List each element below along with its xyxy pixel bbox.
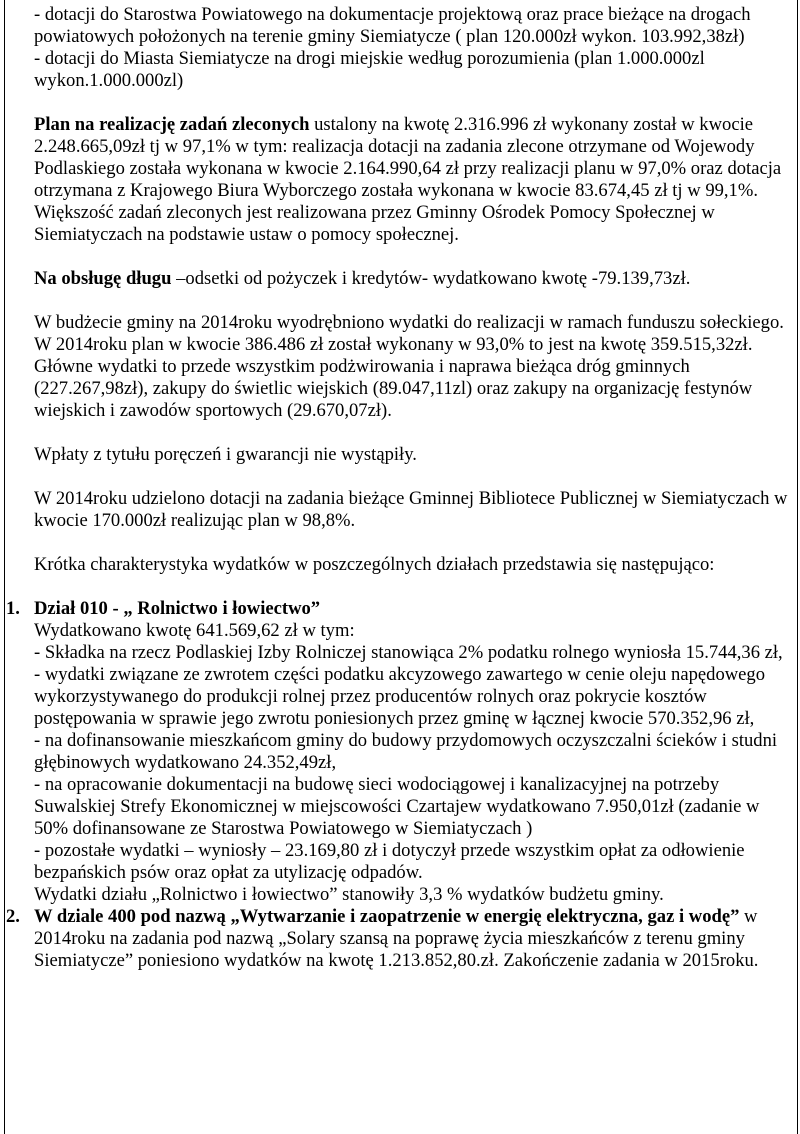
right-margin-rule [797,0,798,1134]
charakterystyka-paragraph: Krótka charakterystyka wydatków w poszczególnych działach przedstawia się następująco: [34,554,715,575]
dzial-010-line: - Składka na rzecz Podlaskiej Izby Rolniczej stanowiąca 2% podatku rolnego wyniosła 15.744,36 zł, [34,642,783,663]
dzial-010-line: Wydatkowano kwotę 641.569,62 zł w tym: [34,620,355,641]
dzial-400-text: w 2014roku na zadania pod nazwą „Solary szansą na poprawę życia mieszkańców z terenu gminy Siemiatycze” poniesiono wydatków na kwotę 1.213.852,80.zł. Zakończenie zadania w 2015roku. [34,906,759,971]
dzial-010-line: - wydatki związane ze zwrotem części podatku akcyzowego zawartego w cenie oleju napędowego wykorzystywanego do produkcji rolnej przez producentów rolnych oraz pokrycie kosztów postępowania w sprawie jego zwrotu poniesionych przez gminę w łącznej kwocie 570.352,96 zł, [34,664,766,729]
dzial-010-section [6,598,794,906]
intro-paragraph-2: - dotacji do Miasta Siemiatycze na drogi miejskie według porozumienia (plan 1.000.000zl wykon.1.000.000zl) [34,48,705,91]
wplaty-paragraph: Wpłaty z tytułu poręczeń i gwarancji nie wystąpiły. [34,444,417,465]
list-number: 1. [6,598,20,619]
zlecone-paragraph [34,114,794,202]
zlecone-heading: Plan na realizację zadań zleconych [34,114,310,135]
list-number: 2. [6,906,20,927]
dzial-010-line: - na opracowanie dokumentacji na budowę sieci wodociągowej i kanalizacyjnej na potrzeby Suwalskiej Strefy Ekonomicznej w miejscowości Czartajew wydatkowano 7.950,01zł (zadanie w 50% dofinansowane ze Starostwa Powiatowego w Siemiatyczach ) [34,774,760,839]
dzial-010-line: - na dofinansowanie mieszkańcom gminy do budowy przydomowych oczyszczalni ścieków i studni głębinowych wydatkowano 24.352,49zł, [34,730,778,773]
left-margin-rule [4,0,5,1134]
document-body [6,4,794,972]
dlug-heading: Na obsługę długu [34,268,172,289]
dzial-400-section [6,906,794,972]
zlecone-paragraph-2: Większość zadań zleconych jest realizowana przez Gminny Ośrodek Pomocy Społecznej w Siemiatyczach na podstawie ustaw o pomocy społecznej. [34,202,715,245]
dzial-010-heading: Dział 010 - „ Rolnictwo i łowiectwo” [34,598,321,619]
dlug-text: –odsetki od pożyczek i kredytów- wydatkowano kwotę -79.139,73zł. [171,268,691,289]
fundusz-paragraph: W budżecie gminy na 2014roku wyodrębniono wydatki do realizacji w ramach funduszu sołeckiego. W 2014roku plan w kwocie 386.486 zł został wykonany w 93,0% to jest na kwotę 359.515,32zł. Główne wydatki to przede wszystkim podżwirowania i naprawa bieżąca dróg gminnych (227.267,98zł), zakupy do świetlic wiejskich (89.047,11zl) oraz zakupy na organizację festynów wiejskich i zawodów sportowych (29.670,07zł). [34,312,784,421]
dzial-400-heading: W dziale 400 pod nazwą „Wytwarzanie i zaopatrzenie w energię elektryczna, gaz i wodę” [34,906,740,927]
intro-paragraph-1: - dotacji do Starostwa Powiatowego na dokumentacje projektową oraz prace bieżące na drogach powiatowych położonych na terenie gminy Siemiatycze ( plan 120.000zł wykon. 103.992,38zł) [34,4,751,47]
biblioteka-paragraph: W 2014roku udzielono dotacji na zadania bieżące Gminnej Bibliotece Publicznej w Siemiatyczach w kwocie 170.000zł realizując plan w 98,8%. [34,488,788,531]
dzial-010-line: - pozostałe wydatki – wyniosły – 23.169,80 zł i dotyczył przede wszystkim opłat za odłowienie bezpańskich psów oraz opłat za utylizację odpadów. [34,840,745,883]
zlecone-text: ustalony na kwotę 2.316.996 zł wykonany został w kwocie 2.248.665,09zł tj w 97,1% w tym: realizacja dotacji na zadania zlecone otrzymane od Wojewody Podlaskiego została wykonana w kwocie 2.164.990,64 zł przy realizacji planu w 97,0% oraz dotacja otrzymana z Krajowego Biura Wyborczego została wykonana w kwocie 83.674,45 zł tj w 99,1%. [34,114,782,201]
dzial-010-line: Wydatki działu „Rolnictwo i łowiectwo” stanowiły 3,3 % wydatków budżetu gminy. [34,884,664,905]
dzial-400-paragraph [34,906,794,972]
dlug-paragraph [34,268,794,290]
